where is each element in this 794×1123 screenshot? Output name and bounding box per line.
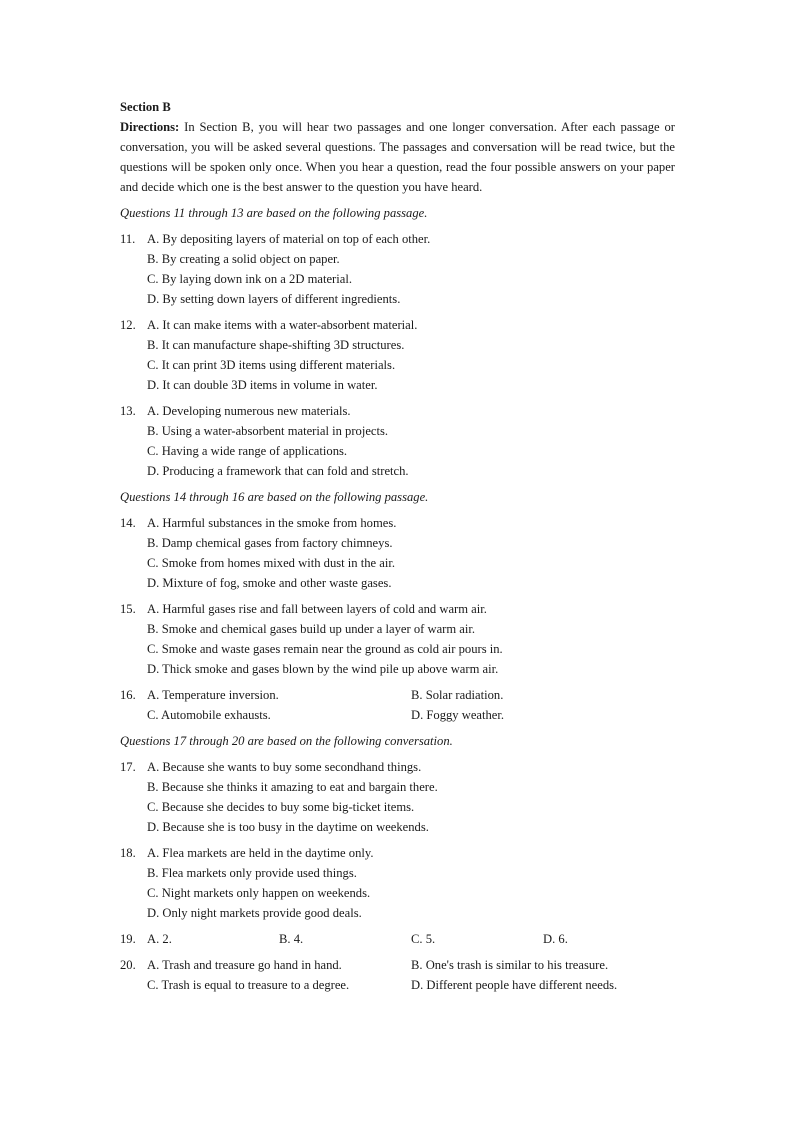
option-b: B. Flea markets only provide used things. <box>147 866 357 880</box>
option-d: D. 6. <box>543 932 568 946</box>
directions-label: Directions: <box>120 120 180 134</box>
option-row <box>147 705 675 725</box>
directions-text: In Section B, you will hear two passages and one longer conversation. After each passage or conversation, you will be asked several questions. The passages and conversation will be read twice, but the questions will be spoken only once. When you hear a question, read the four possible answers on your paper and decide which one is the best answer to the question you have heard. <box>120 120 675 194</box>
option-d: D. Only night markets provide good deals. <box>147 906 362 920</box>
option-c: C. Having a wide range of applications. <box>147 444 348 458</box>
question-number: 15. <box>120 602 136 616</box>
question-13 <box>120 401 675 481</box>
question-15 <box>120 599 675 679</box>
option-row <box>147 955 675 975</box>
option-d: D. Producing a framework that can fold and stretch. <box>147 464 409 478</box>
question-number: 11. <box>120 232 136 246</box>
option-b: B. 4. <box>279 932 304 946</box>
option-a: A. Harmful gases rise and fall between layers of cold and warm air. <box>147 602 487 616</box>
question-19 <box>120 929 675 949</box>
option-row <box>147 975 675 995</box>
option-b: B. Because she thinks it amazing to eat and bargain there. <box>147 780 438 794</box>
option-d: D. Mixture of fog, smoke and other waste gases. <box>147 576 392 590</box>
group-title-2: Questions 14 through 16 are based on the following passage. <box>120 490 429 504</box>
option-d: D. Foggy weather. <box>411 708 505 722</box>
group-title-3: Questions 17 through 20 are based on the following conversation. <box>120 734 453 748</box>
group-title-1: Questions 11 through 13 are based on the following passage. <box>120 206 428 220</box>
section-b-content <box>120 97 675 1001</box>
question-number: 18. <box>120 846 136 860</box>
question-18 <box>120 843 675 923</box>
option-c: C. Automobile exhausts. <box>147 708 271 722</box>
option-a: A. Because she wants to buy some secondhand things. <box>147 760 422 774</box>
question-number: 16. <box>120 688 136 702</box>
question-number: 14. <box>120 516 136 530</box>
option-c: C. By laying down ink on a 2D material. <box>147 272 352 286</box>
option-c: C. Smoke and waste gases remain near the ground as cold air pours in. <box>147 642 503 656</box>
question-17 <box>120 757 675 837</box>
option-b: B. Smoke and chemical gases build up under a layer of warm air. <box>147 622 476 636</box>
option-b: B. Using a water-absorbent material in projects. <box>147 424 389 438</box>
option-b: B. It can manufacture shape-shifting 3D structures. <box>147 338 405 352</box>
option-b: B. Damp chemical gases from factory chimneys. <box>147 536 393 550</box>
option-a: A. It can make items with a water-absorbent material. <box>147 318 418 332</box>
option-d: D. It can double 3D items in volume in water. <box>147 378 378 392</box>
directions <box>120 117 675 197</box>
question-11 <box>120 229 675 309</box>
option-b: B. Solar radiation. <box>411 688 504 702</box>
option-a: A. Temperature inversion. <box>147 688 279 702</box>
question-number: 20. <box>120 958 136 972</box>
option-d: D. Thick smoke and gases blown by the wind pile up above warm air. <box>147 662 499 676</box>
option-b: B. One's trash is similar to his treasure. <box>411 958 609 972</box>
option-a: A. Harmful substances in the smoke from homes. <box>147 516 397 530</box>
question-number: 12. <box>120 318 136 332</box>
option-a: A. 2. <box>147 932 172 946</box>
question-number: 13. <box>120 404 136 418</box>
option-c: C. Smoke from homes mixed with dust in the air. <box>147 556 396 570</box>
option-a: A. Developing numerous new materials. <box>147 404 351 418</box>
question-14 <box>120 513 675 593</box>
option-a: A. Trash and treasure go hand in hand. <box>147 958 342 972</box>
question-number: 17. <box>120 760 136 774</box>
option-c: C. It can print 3D items using different materials. <box>147 358 396 372</box>
option-c: C. 5. <box>411 932 436 946</box>
section-title: Section B <box>120 100 171 114</box>
option-row <box>147 929 675 949</box>
option-d: D. Because she is too busy in the daytime on weekends. <box>147 820 429 834</box>
question-number: 19. <box>120 932 136 946</box>
option-d: D. Different people have different needs. <box>411 978 618 992</box>
option-c: C. Because she decides to buy some big-ticket items. <box>147 800 415 814</box>
option-a: A. By depositing layers of material on top of each other. <box>147 232 431 246</box>
question-16 <box>120 685 675 725</box>
option-a: A. Flea markets are held in the daytime only. <box>147 846 374 860</box>
option-d: D. By setting down layers of different ingredients. <box>147 292 401 306</box>
option-row <box>147 685 675 705</box>
option-c: C. Night markets only happen on weekends. <box>147 886 371 900</box>
option-c: C. Trash is equal to treasure to a degree. <box>147 978 350 992</box>
option-b: B. By creating a solid object on paper. <box>147 252 340 266</box>
question-12 <box>120 315 675 395</box>
question-20 <box>120 955 675 995</box>
